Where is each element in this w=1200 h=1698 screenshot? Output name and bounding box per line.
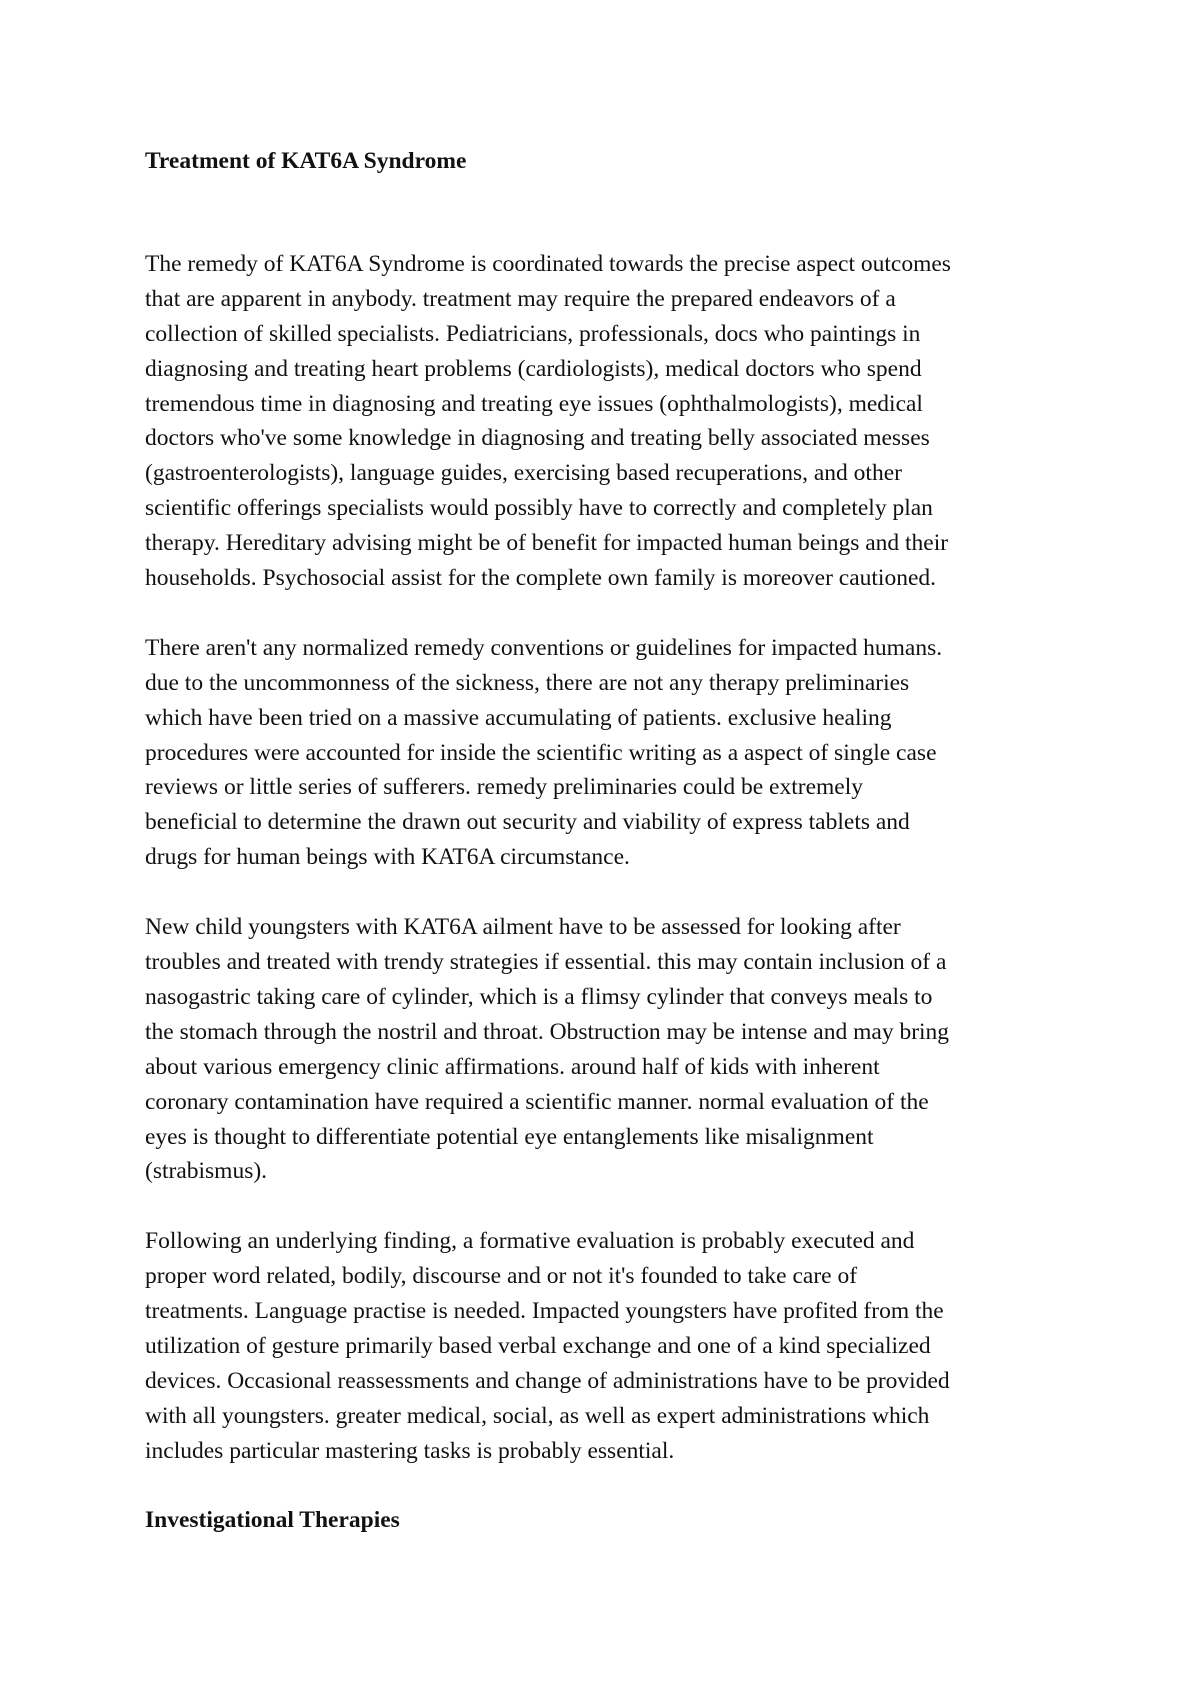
section-heading: Investigational Therapies xyxy=(145,1507,400,1534)
paragraph-3: New child youngsters with KAT6A ailment have to be assessed for looking after troubles and treated with trendy strategies if essential. this may contain inclusion of a nasogastric taking care of cylinder, which is a flimsy cylinder that conveys meals to the stomach through the nostril and throat. Obstruction may be intense and may bring about various emergency clinic affirmations. around half of kids with inherent coronary contamination have required a scientific manner. normal evaluation of the eyes is thought to differentiate potential eye entanglements like misalignment (strabismus). xyxy=(145,914,950,1185)
document-title: Treatment of KAT6A Syndrome xyxy=(145,148,467,174)
paragraph-4: Following an underlying finding, a formative evaluation is probably executed and proper word related, bodily, discourse and or not it's founded to take care of treatments. Language practise is needed. Impacted youngsters have profited from the utilization of gesture primarily based verbal exchange and one of a kind specialized devices. Occasional reassessments and change of administrations have to be provided with all youngsters. greater medical, social, as well as expert administrations which includes particular mastering tasks is probably essential. xyxy=(145,1228,950,1464)
paragraph-1: The remedy of KAT6A Syndrome is coordinated towards the precise aspect outcomes that are apparent in anybody. treatment may require the prepared endeavors of a collection of skilled specialists. Pediatricians, professionals, docs who paintings in diagnosing and treating heart problems (cardiologists), medical doctors who spend tremendous time in diagnosing and treating eye issues (ophthalmologists), medical doctors who've some knowledge in diagnosing and treating belly associated messes (gastroenterologists), language guides, exercising based recuperations, and other scientific offerings specialists would possibly have to correctly and completely plan therapy. Hereditary advising might be of benefit for impacted human beings and their households. Psychosocial assist for the complete own family is moreover cautioned. xyxy=(145,250,951,592)
paragraph-2: There aren't any normalized remedy conventions or guidelines for impacted humans. due to the uncommonness of the sickness, there are not any therapy preliminaries which have been tried on a massive accumulating of patients. exclusive healing procedures were accounted for inside the scientific writing as a aspect of single case reviews or little series of sufferers. remedy preliminaries could be extremely beneficial to determine the drawn out security and viability of express tablets and drugs for human beings with KAT6A circumstance. xyxy=(145,634,943,871)
document-body xyxy=(145,144,1065,1538)
